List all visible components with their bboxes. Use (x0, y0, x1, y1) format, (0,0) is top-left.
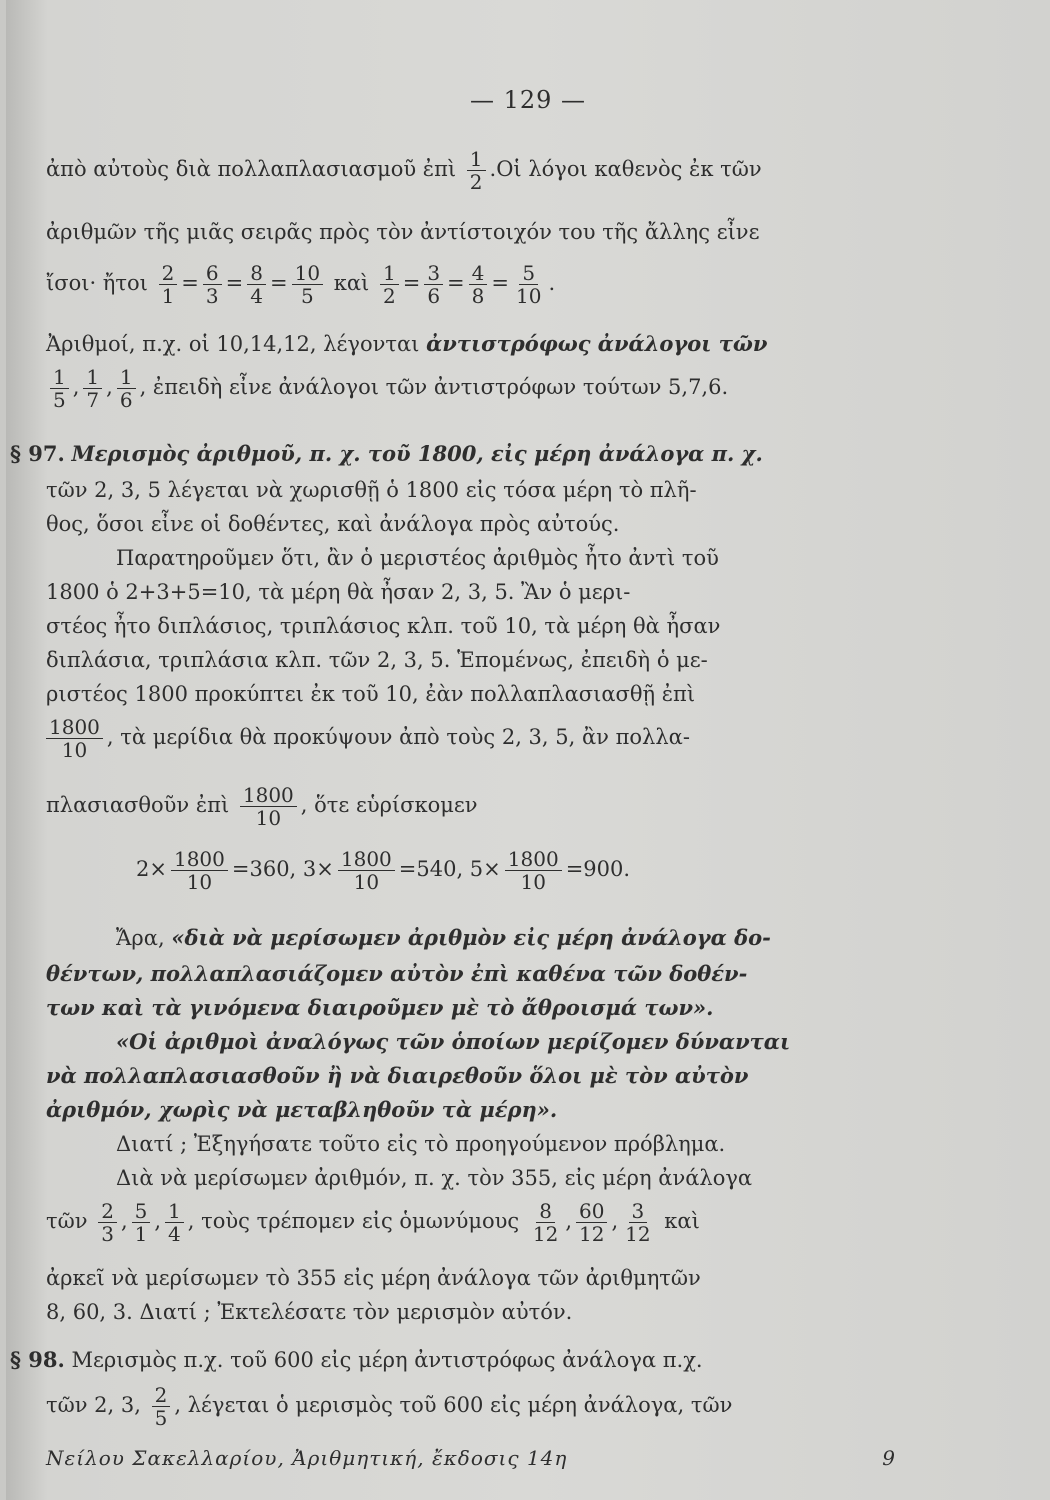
fraction: $\frac{60}{12}$ (576, 1200, 607, 1245)
text-line: πλασιασθοῦν ἐπὶ $\frac{1800}{10}$ , ὅτε εὑρίσκομεν (46, 783, 478, 830)
text-line: $\frac{1}{5}$ , $\frac{1}{7}$ , $\frac{1}{6}$ , ἐπειδὴ εἶνε ἀνάλογοι τῶν ἀντιστρόφων τούτων 5,7,6. (46, 366, 916, 411)
text-line: ἀριθμῶν τῆς μιᾶς σειρᾶς πρὸς τὸν ἀντίστοιχόν του τῆς ἄλλης εἶνε (46, 220, 760, 244)
section-number: § 97. (10, 441, 65, 466)
page-footer (46, 1446, 896, 1470)
fraction: $\frac{1800}{10}$ (171, 848, 228, 893)
text-line: Παρατηροῦμεν ὅτι, ἂν ὁ μεριστέος ἀριθμὸς ἦτο ἀντὶ τοῦ (116, 546, 719, 570)
fraction: $\frac{5}{1}$ (132, 1200, 151, 1245)
equation-line: 2× $\frac{1800}{10}$ =360, 3× $\frac{1800}{10}$ =540, 5× $\frac{1800}{10}$ =900. (136, 847, 631, 894)
fraction: $\frac{4}{8}$ (469, 262, 488, 307)
text-line: νὰ πολλαπλασιασθοῦν ἢ νὰ διαιρεθοῦν ὅλοι μὲ τὸν αὐτὸν (46, 1063, 749, 1088)
fraction: $\frac{10}{5}$ (292, 262, 323, 307)
fraction: $\frac{8}{12}$ (532, 1199, 559, 1246)
fraction: $\frac{5}{10}$ (516, 261, 542, 308)
fraction: $\frac{1}{6}$ (117, 366, 136, 411)
text-line: Διατί ; Ἐξηγήσατε τοῦτο εἰς τὸ προηγούμενον πρόβλημα. (116, 1132, 726, 1156)
fraction: $\frac{1}{2}$ (467, 148, 486, 193)
page-number-header: — 129 — (469, 86, 587, 114)
text-line: Ἀριθμοί, π.χ. οἱ 10,14,12, λέγονται ἀντιστρόφως ἀνάλογοι τῶν (46, 331, 768, 356)
fraction: $\frac{1}{4}$ (165, 1200, 184, 1245)
fraction: $\frac{1800}{10}$ (240, 784, 297, 829)
fraction: $\frac{2}{3}$ (98, 1200, 117, 1245)
fraction: $\frac{1800}{10}$ (46, 716, 103, 761)
text-line: 1800 ὁ 2+3+5=10, τὰ μέρη θὰ ἦσαν 2, 3, 5. Ἂν ὁ μερι- (46, 580, 631, 604)
text-line: τῶν 2, 3, 5 λέγεται νὰ χωρισθῇ ὁ 1800 εἰς τόσα μέρη τὸ πλῆ- (46, 478, 697, 502)
text-line: ἴσοι· ἤτοι $\frac{2}{1}$ = $\frac{6}{3}$ = $\frac{8}{4}$ = $\frac{10}{5}$ καὶ $\frac{1}{2}$ = $\frac{3}{6}$ = $\frac{4}{8}$ = $\frac{5}{10}$ . (46, 261, 556, 308)
section-98-line: § 98. Μερισμὸς π.χ. τοῦ 600 εἰς μέρη ἀντιστρόφως ἀνάλογα π.χ. (10, 1347, 703, 1372)
footer-citation: Νείλου Σακελλαρίου, Ἀριθμητική, ἔκδοσις 14η (46, 1446, 568, 1470)
fraction: $\frac{1}{5}$ (50, 366, 69, 411)
text-line: $\frac{1800}{10}$ , τὰ μερίδια θὰ προκύψουν ἀπὸ τοὺς 2, 3, 5, ἂν πολλα- (46, 716, 916, 761)
fraction: $\frac{1800}{10}$ (338, 848, 395, 893)
fraction: $\frac{1}{7}$ (83, 366, 102, 411)
text-line: στέος ἦτο διπλάσιος, τριπλάσιος κλπ. τοῦ 10, τὰ μέρη θὰ ἦσαν (46, 614, 721, 638)
text-line: θος, ὅσοι εἶνε οἱ δοθέντες, καὶ ἀνάλογα πρὸς αὐτούς. (46, 512, 620, 536)
section-97-line: § 97. Μερισμὸς ἀριθμοῦ, π. χ. τοῦ 1800, εἰς μέρη ἀνάλογα π. χ. (10, 441, 763, 466)
fraction: $\frac{2}{5}$ (152, 1384, 171, 1429)
book-page (6, 0, 1050, 1500)
text-line: Διὰ νὰ μερίσωμεν ἀριθμόν, π. χ. τὸν 355, εἰς μέρη ἀνάλογα (116, 1166, 753, 1190)
section-number: § 98. (10, 1347, 65, 1372)
text-line: των καὶ τὰ γινόμενα διαιροῦμεν μὲ τὸ ἄθροισμά των». (46, 995, 714, 1020)
text-line: θέντων, πολλαπλασιάζομεν αὐτὸν ἐπὶ καθένα τῶν δοθέν- (46, 961, 748, 986)
fraction: $\frac{3}{6}$ (424, 262, 443, 307)
fraction: $\frac{3}{12}$ (625, 1199, 651, 1246)
fraction: $\frac{2}{1}$ (159, 262, 178, 307)
fraction: $\frac{1}{2}$ (380, 262, 399, 307)
fraction: $\frac{8}{4}$ (247, 262, 266, 307)
text-line: ἀπὸ αὐτοὺς διὰ πολλαπλασιασμοῦ ἐπὶ $\frac{1}{2}$ .Οἱ λόγοι καθενὸς ἐκ τῶν (46, 147, 762, 194)
text-line: διπλάσια, τριπλάσια κλπ. τῶν 2, 3, 5. Ἑπομένως, ἐπειδὴ ὁ με- (46, 648, 708, 672)
text-line: «Οἱ ἀριθμοὶ ἀναλόγως τῶν ὁποίων μερίζομεν δύνανται (116, 1029, 791, 1054)
text-line: ἀρκεῖ νὰ μερίσωμεν τὸ 355 εἰς μέρη ἀνάλογα τῶν ἀριθμητῶν (46, 1266, 701, 1290)
text-line: Ἄρα, «διὰ νὰ μερίσωμεν ἀριθμὸν εἰς μέρη ἀνάλογα δο- (116, 925, 771, 950)
fraction: $\frac{6}{3}$ (203, 262, 222, 307)
fraction: $\frac{1800}{10}$ (505, 848, 562, 893)
text-line: ἀριθμόν, χωρὶς νὰ μεταβληθοῦν τὰ μέρη». (46, 1097, 558, 1122)
text-line: τῶν $\frac{2}{3}$ , $\frac{5}{1}$ , $\frac{1}{4}$ , τοὺς τρέπομεν εἰς ὁμωνύμους $\frac{8}{12}$ , $\frac{60}{12}$ , $\frac{3}{12}$ καὶ (46, 1199, 700, 1246)
text-line: ριστέος 1800 προκύπτει ἐκ τοῦ 10, ἐὰν πολλαπλασιασθῇ ἐπὶ (46, 682, 696, 706)
footer-signature-number: 9 (882, 1446, 896, 1470)
text-line: τῶν 2, 3, $\frac{2}{5}$ , λέγεται ὁ μερισμὸς τοῦ 600 εἰς μέρη ἀνάλογα, τῶν (46, 1383, 733, 1430)
text-line: 8, 60, 3. Διατί ; Ἐκτελέσατε τὸν μερισμὸν αὐτόν. (46, 1300, 573, 1324)
